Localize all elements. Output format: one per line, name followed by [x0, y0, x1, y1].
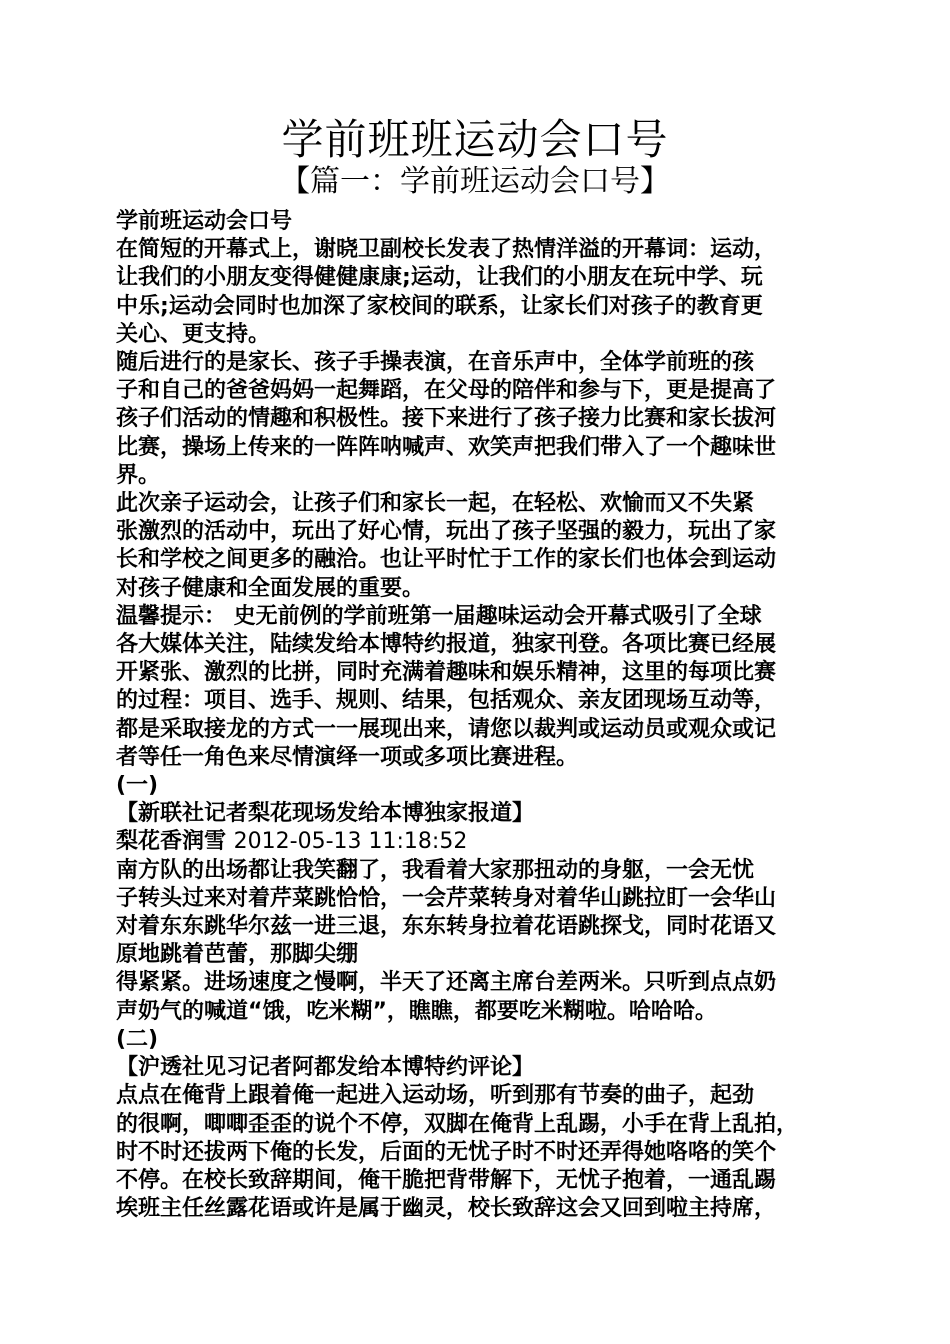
byline-name: 梨花香润雪	[116, 829, 234, 855]
text-line: 关心、更支持。	[116, 321, 271, 347]
text-line: 声奶气的喊道“饿，吃米糊”，瞧瞧，都要吃米糊啦。哈哈哈。	[116, 998, 717, 1024]
document-body	[116, 208, 838, 1223]
text-line: 在简短的开幕式上，谢晓卫副校长发表了热情洋溢的开幕词：运动，	[116, 237, 777, 263]
text-line: 长和学校之间更多的融洽。也让平时忙于工作的家长们也体会到运动	[116, 547, 777, 573]
text-line: 点点在俺背上跟着俺一起进入运动场，听到那有节奏的曲子，起劲	[116, 1083, 755, 1109]
text-line: 温馨提示： 史无前例的学前班第一届趣味运动会开幕式吸引了全球	[116, 603, 762, 629]
section-marker: (二)	[116, 1026, 159, 1052]
text-line: 的过程：项目、选手、规则、结果，包括观众、亲友团现场互动等，	[116, 688, 777, 714]
text-line: 南方队的出场都让我笑翻了，我看着大家那扭动的身躯，一会无忧	[116, 857, 755, 883]
section-heading: 【沪透社见习记者阿都发给本博特约评论】	[116, 1055, 535, 1081]
text-line: 开紧张、激烈的比拼，同时充满着趣味和娱乐精神，这里的每项比赛	[116, 660, 777, 686]
section-heading: 【新联社记者梨花现场发给本博独家报道】	[116, 801, 535, 827]
text-line: 让我们的小朋友变得健健康康;运动，让我们的小朋友在玩中学、玩	[116, 265, 763, 291]
text-line: 界。	[116, 462, 161, 488]
text-line: 各大媒体关注，陆续发给本博特约报道，独家刊登。各项比赛已经展	[116, 632, 777, 658]
byline-timestamp: 2012-05-13 11:18:52	[233, 829, 468, 855]
text-line: 者等任一角色来尽情演绎一项或多项比赛进程。	[116, 744, 579, 770]
byline	[116, 828, 838, 856]
document-subtitle: 【篇一：学前班运动会口号】	[280, 164, 670, 199]
text-line: 都是采取接龙的方式一一展现出来，请您以裁判或运动员或观众或记	[116, 716, 777, 742]
text-line: 子转头过来对着芹菜跳恰恰，一会芹菜转身对着华山跳拉盯一会华山	[116, 885, 777, 911]
text-line: 随后进行的是家长、孩子手操表演，在音乐声中，全体学前班的孩	[116, 350, 755, 376]
text-line: 原地跳着芭蕾，那脚尖绷	[116, 942, 359, 968]
document-title: 学前班班运动会口号	[281, 115, 669, 164]
text-line: 得紧紧。进场速度之慢啊，半天了还离主席台差两米。只听到点点奶	[116, 970, 777, 996]
text-line: 张激烈的活动中，玩出了好心情，玩出了孩子坚强的毅力，玩出了家	[116, 519, 777, 545]
text-line: 埃班主任丝露花语或许是属于幽灵，校长致辞这会又回到啦主持席，	[116, 1196, 777, 1222]
text-line: 比赛，操场上传来的一阵阵呐喊声、欢笑声把我们带入了一个趣味世	[116, 434, 777, 460]
section-marker: (一)	[116, 773, 159, 799]
text-line: 中乐;运动会同时也加深了家校间的联系，让家长们对孩子的教育更	[116, 293, 763, 319]
text-line: 此次亲子运动会，让孩子们和家长一起，在轻松、欢愉而又不失紧	[116, 491, 755, 517]
text-line: 对着东东跳华尔兹一进三退，东东转身拉着花语跳探戈，同时花语又	[116, 914, 777, 940]
text-line: 孩子们活动的情趣和积极性。接下来进行了孩子接力比赛和家长拔河	[116, 406, 777, 432]
text-line: 学前班运动会口号	[116, 209, 293, 234]
text-line: 子和自己的爸爸妈妈一起舞蹈，在父母的陪伴和参与下，更是提高了	[116, 378, 777, 404]
text-line: 时不时还拔两下俺的长发，后面的无忧子时不时还弄得她咯咯的笑个	[116, 1139, 777, 1165]
text-line: 的很啊，唧唧歪歪的说个不停，双脚在俺背上乱踢，小手在背上乱拍，	[116, 1111, 799, 1137]
text-line: 不停。在校长致辞期间，俺干脆把背带解下，无忧子抱着，一通乱踢	[116, 1167, 777, 1193]
text-line: 对孩子健康和全面发展的重要。	[116, 575, 425, 601]
